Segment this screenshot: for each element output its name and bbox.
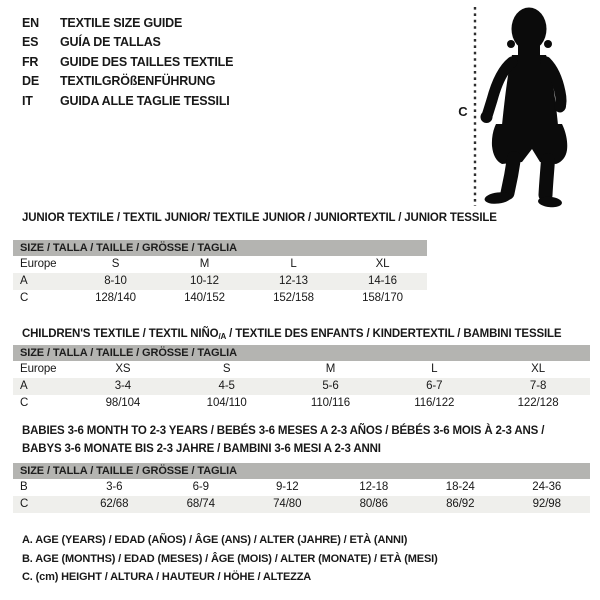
table-row bbox=[13, 290, 427, 307]
table-cell: 110/116 bbox=[310, 397, 351, 409]
size-header-bar: SIZE / TALLA / TAILLE / GRÖSSE / TAGLIA bbox=[13, 240, 427, 256]
table-cell: 104/110 bbox=[206, 397, 247, 409]
babies-title-line2: BABYS 3-6 MONATE BIS 2-3 JAHRE / BAMBINI 3-6 MESI A 2-3 ANNI bbox=[22, 443, 381, 455]
table-cell: 24-36 bbox=[532, 481, 562, 493]
table-cell: 158/170 bbox=[362, 292, 403, 304]
table-cell: 7-8 bbox=[529, 380, 547, 392]
table-cell: 86/92 bbox=[446, 498, 475, 510]
language-title: GUÍA DE TALLAS bbox=[60, 35, 161, 50]
table-cell: 3-6 bbox=[106, 481, 123, 493]
table-cell: S bbox=[222, 363, 231, 375]
size-header-bar: SIZE / TALLA / TAILLE / GRÖSSE / TAGLIA bbox=[13, 463, 590, 479]
table-cell: XL bbox=[531, 363, 546, 375]
language-row-de bbox=[22, 72, 233, 91]
language-row-es bbox=[22, 33, 233, 52]
language-row-it bbox=[22, 92, 233, 111]
table-row bbox=[13, 395, 590, 412]
table-cell: 152/158 bbox=[273, 292, 314, 304]
footnote-age-years: A. AGE (YEARS) / EDAD (AÑOS) / ÂGE (ANS) / ALTER (JAHRE) / ETÀ (ANNI) bbox=[22, 534, 408, 546]
language-code: FR bbox=[22, 54, 39, 69]
row-label: A bbox=[20, 380, 28, 392]
language-title: GUIDA ALLE TAGLIE TESSILI bbox=[60, 93, 230, 108]
children-title-post: / TEXTILE DES ENFANTS / KINDERTEXTIL / BAMBINI TESSILE bbox=[226, 328, 562, 340]
language-code: EN bbox=[22, 16, 39, 30]
row-label: A bbox=[20, 275, 28, 287]
children-title-pre: CHILDREN'S TEXTILE / TEXTIL NIÑO bbox=[22, 328, 219, 340]
table-cell: 98/104 bbox=[105, 397, 141, 409]
children-size-table bbox=[13, 345, 590, 412]
table-row bbox=[13, 378, 590, 395]
footnote-height: C. (cm) HEIGHT / ALTURA / HAUTEUR / HÖHE / ALTEZZA bbox=[22, 571, 312, 584]
table-cell: M bbox=[325, 363, 336, 375]
row-label: C bbox=[20, 292, 29, 304]
table-cell: S bbox=[111, 258, 120, 270]
table-row bbox=[13, 273, 427, 290]
language-guide bbox=[22, 14, 233, 111]
size-header-bar: SIZE / TALLA / TAILLE / GRÖSSE / TAGLIA bbox=[13, 345, 590, 361]
language-title: TEXTILE SIZE GUIDE bbox=[60, 16, 183, 30]
table-cell: L bbox=[431, 363, 438, 375]
table-row bbox=[13, 256, 427, 273]
table-cell: 10-12 bbox=[190, 275, 219, 287]
table-cell: 14-16 bbox=[368, 275, 397, 287]
table-cell: 3-4 bbox=[114, 380, 132, 392]
table-cell: 116/122 bbox=[414, 397, 455, 409]
row-label: Europe bbox=[20, 258, 57, 270]
row-label: C bbox=[20, 397, 29, 409]
table-cell: 4-5 bbox=[218, 380, 235, 392]
table-cell: M bbox=[199, 258, 210, 270]
table-cell: 128/140 bbox=[95, 292, 136, 304]
language-code: ES bbox=[22, 35, 39, 50]
table-cell: 92/98 bbox=[532, 498, 561, 510]
table-cell: 62/68 bbox=[100, 498, 129, 510]
babies-title-line1: BABIES 3-6 MONTH TO 2-3 YEARS / BEBÉS 3-6 MESES A 2-3 AÑOS / BÉBÉS 3-6 MOIS À 2-3 ANS / bbox=[22, 425, 545, 437]
language-code: IT bbox=[22, 93, 33, 108]
table-cell: 6-9 bbox=[192, 481, 209, 493]
table-cell: 68/74 bbox=[186, 498, 215, 510]
language-row-fr bbox=[22, 53, 233, 72]
babies-size-table bbox=[13, 463, 590, 513]
footnotes bbox=[22, 531, 438, 587]
height-measure-label: C bbox=[458, 104, 468, 119]
language-row-en bbox=[22, 14, 233, 33]
row-label: C bbox=[20, 498, 29, 510]
table-row bbox=[13, 479, 590, 496]
table-cell: 80/86 bbox=[359, 498, 388, 510]
table-row bbox=[13, 496, 590, 513]
table-cell: 18-24 bbox=[445, 481, 475, 493]
table-cell: 122/128 bbox=[517, 397, 559, 409]
table-cell: 9-12 bbox=[275, 481, 299, 493]
footnote-age-months: B. AGE (MONTHS) / EDAD (MESES) / ÂGE (MOIS) / ALTER (MONATE) / ETÀ (MESI) bbox=[22, 552, 438, 565]
table-cell: 5-6 bbox=[322, 380, 339, 392]
language-title: GUIDE DES TAILLES TEXTILE bbox=[60, 54, 234, 69]
baby-silhouette-icon bbox=[481, 8, 568, 209]
table-cell: 8-10 bbox=[104, 275, 127, 287]
table-cell: 12-13 bbox=[279, 275, 308, 287]
table-row bbox=[13, 361, 590, 378]
language-code: DE bbox=[22, 74, 39, 89]
junior-section-title: JUNIOR TEXTILE / TEXTIL JUNIOR/ TEXTILE JUNIOR / JUNIORTEXTIL / JUNIOR TESSILE bbox=[22, 212, 497, 224]
table-cell: 74/80 bbox=[273, 498, 302, 510]
toddler-figure bbox=[450, 0, 600, 212]
table-cell: L bbox=[290, 258, 297, 270]
children-section-title bbox=[22, 328, 561, 341]
table-cell: XS bbox=[115, 363, 131, 375]
babies-section-title bbox=[22, 422, 544, 458]
table-cell: 12-18 bbox=[359, 481, 389, 493]
table-cell: 6-7 bbox=[426, 380, 443, 392]
junior-size-table bbox=[13, 240, 427, 307]
table-cell: XL bbox=[375, 258, 390, 270]
table-cell: 140/152 bbox=[184, 292, 225, 304]
children-title-sub: /A bbox=[218, 332, 227, 341]
row-label: B bbox=[20, 481, 28, 493]
row-label: Europe bbox=[20, 363, 57, 375]
language-title: TEXTILGRÖßENFÜHRUNG bbox=[60, 74, 216, 89]
toddler-silhouette-graphic bbox=[450, 0, 600, 212]
